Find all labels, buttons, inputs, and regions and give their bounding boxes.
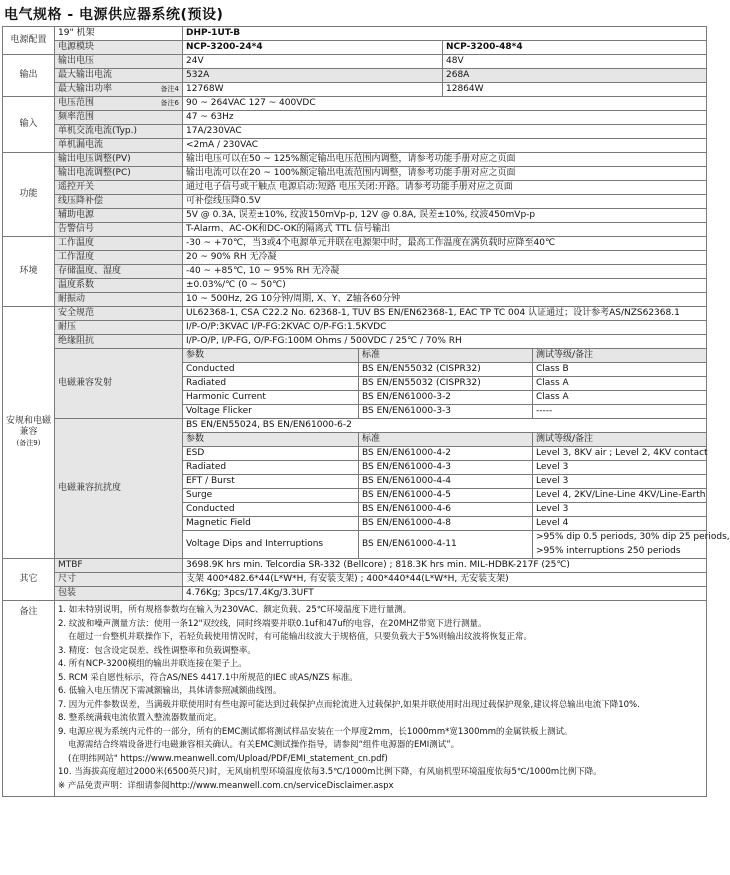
emc-header: 参数 [183,433,359,447]
input-value: 17A/230VAC [183,125,707,139]
input-value: 47 ~ 63Hz [183,111,707,125]
emc-param: Magnetic Field [183,517,359,531]
notes-content [55,601,707,797]
emc-immunity-intro: BS EN/EN55024, BS EN/EN61000-6-2 [183,419,707,433]
safety-standards-label: 安全规范 [55,307,183,321]
others-label: 包装 [55,587,183,601]
module-label: 电源模块 [55,41,183,55]
others-value: 4.76Kg; 3pcs/17.4Kg/3.3UFT [183,587,707,601]
output-label: 输出电压 [55,55,183,69]
emc-level: >95% dip 0.5 periods, 30% dip 25 periods, [533,531,707,545]
emc-level: Level 3 [533,461,707,475]
function-label: 告警信号 [55,223,183,237]
note-line: 5. RCM 采自愿性标示，符合AS/NES 4417.1中所规范的IEC 或AS/NZS 标准。 [58,672,358,683]
emc-param: Conducted [183,503,359,517]
input-label: 频率范围 [55,111,183,125]
category-input: 输入 [3,97,55,153]
note-line: 9. 电源应视为系统内元件的一部分，所有的EMC测试都将测试样品安装在一个厚度2mm，长1000mm*宽1300mm的金属铁板上测试。 [58,726,573,737]
category-safety-emc [3,307,55,559]
emc-level: Level 3 [533,475,707,489]
function-label: 输出电压调整(PV) [55,153,183,167]
emc-param: Voltage Flicker [183,405,359,419]
emc-level: Class A [533,377,707,391]
emc-level: Class A [533,391,707,405]
emc-level: ----- [533,405,707,419]
output-value-b: 268A [443,69,707,83]
note-line: ※ 产品免责声明：详细请参阅http://www.meanwell.com.cn/serviceDisclaimer.aspx [58,780,394,791]
category-notes: 备注 [3,601,55,797]
environment-value: ±0.03%/℃ (0 ~ 50℃) [183,279,707,293]
emc-immunity-label: 电磁兼容抗扰度 [55,419,183,559]
environment-value: -40 ~ +85℃, 10 ~ 95% RH 无冷凝 [183,265,707,279]
input-label: 电压范围 备注6 [55,97,183,111]
emc-standard: BS EN/EN61000-3-3 [359,405,533,419]
environment-label: 存储温度、湿度 [55,265,183,279]
rack-value: DHP-1UT-B [183,27,707,41]
note-line: 1. 如未特别说明，所有规格参数均在输入为230VAC、额定负载、25℃环境温度下进行量测。 [58,605,412,615]
function-value: 输出电流可以在20 ~ 100%额定输出电流范围内调整，请参考功能手册对应之页面 [183,167,707,181]
output-value-a: 12768W [183,83,443,97]
category-safety-note: (备注9) [16,439,41,447]
function-label: 输出电流调整(PC) [55,167,183,181]
note-line: 在超过一台整机并联操作下，若轻负载使用情况时，有可能输出纹波大于规格值，只要负载大于5%则输出纹波将恢复正常。 [68,632,532,642]
function-value: 输出电压可以在50 ~ 125%额定输出电压范围内调整，请参考功能手册对应之页面 [183,153,707,167]
note-line: 3. 精度：包含设定误差、线性调整率和负载调整率。 [58,645,256,656]
environment-label: 温度系数 [55,279,183,293]
note-line: 7. 因为元件参数误差，当满载并联使用时有些电源可能达到过载保护点而轮流进入过载保护,如果并联使用时出现过载保护现象,建议将总输出电流下降10%. [58,699,640,710]
others-value: 支架 400*482.6*44(L*W*H, 有安装支架) ; 400*440*44(L*W*H, 无安装支架) [183,573,707,587]
emc-level: Level 4, 2KV/Line-Line 4KV/Line-Earth [533,489,707,503]
emc-level: Class B [533,363,707,377]
module-a: NCP-3200-24*4 [183,41,443,55]
function-label: 遥控开关 [55,181,183,195]
note-ref: 备注6 [160,99,179,107]
emc-standard: BS EN/EN55032 (CISPR32) [359,363,533,377]
function-value: 通过电子信号或干触点 电源启动:短路 电压关闭:开路。请参考功能手册对应之页面 [183,181,707,195]
others-label: MTBF [55,559,183,573]
note-line: 2. 纹波和噪声测量方法：使用一条12"双绞线，同时终端要并联0.1uf和47uf的电容，在20MHZ带宽下进行测量。 [58,618,487,629]
others-label: 尺寸 [55,573,183,587]
isolation-resistance-value: I/P-O/P, I/P-FG, O/P-FG:100M Ohms / 500VDC / 25℃ / 70% RH [183,335,707,349]
input-label: 单机漏电流 [55,139,183,153]
note-line: 6. 低输入电压情况下需减额输出，具体请参照减额曲线图。 [58,686,282,696]
emc-header: 测试等级/备注 [533,433,707,447]
emc-header: 标准 [359,349,533,363]
emc-header: 参数 [183,349,359,363]
environment-label: 工作温度 [55,237,183,251]
emc-level: Level 3 [533,503,707,517]
withstand-voltage-label: 耐压 [55,321,183,335]
environment-value: -30 ~ +70℃，当3或4个电源单元并联在电源架中时，最高工作温度在满负载时应降至40℃ [183,237,707,251]
output-value-b: 12864W [443,83,707,97]
category-others: 其它 [3,559,55,601]
environment-label: 耐振动 [55,293,183,307]
emc-standard: BS EN/EN55032 (CISPR32) [359,377,533,391]
emc-standard: BS EN/EN61000-4-3 [359,461,533,475]
output-value-a: 24V [183,55,443,69]
note-line: (在明纬网站" https://www.meanwell.com/Upload/PDF/EMI_statement_cn.pdf) [68,753,388,764]
isolation-resistance-label: 绝缘阻抗 [55,335,183,349]
note-line: 10. 当海拔高度超过2000米(6500英尺)时，无风扇机型环境温度依每3.5℃/1000m比例下降，有风扇机型环境温度依每5℃/1000m比例下降。 [58,767,602,777]
withstand-voltage-value: I/P-O/P:3KVAC I/P-FG:2KVAC O/P-FG:1.5KVDC [183,321,707,335]
function-label: 辅助电源 [55,209,183,223]
emc-param: Harmonic Current [183,391,359,405]
emc-param: Surge [183,489,359,503]
emc-param: Radiated [183,377,359,391]
function-value: 可补偿线压降0.5V [183,195,707,209]
category-config: 电源配置 [3,27,55,55]
others-value: 3698.9K hrs min. Telcordia SR-332 (Bellcore) ; 818.3K hrs min. MIL-HDBK-217F (25℃) [183,559,707,573]
emc-standard: BS EN/EN61000-4-2 [359,447,533,461]
emc-emission-label: 电磁兼容发射 [55,349,183,419]
emc-param: Voltage Dips and Interruptions [183,531,359,559]
emc-header: 标准 [359,433,533,447]
emc-level: Level 3, 8KV air ; Level 2, 4KV contact [533,447,707,461]
input-label: 单机交流电流(Typ.) [55,125,183,139]
emc-param: Radiated [183,461,359,475]
page-title: 电气规格 - 电源供应器系统(预设) [4,7,224,23]
module-b: NCP-3200-48*4 [443,41,707,55]
output-label: 最大输出功率 备注4 [55,83,183,97]
emc-level: >95% interruptions 250 periods [533,545,707,559]
function-label: 线压降补偿 [55,195,183,209]
rack-label: 19" 机架 [55,27,183,41]
environment-value: 10 ~ 500Hz, 2G 10分钟/周期, X、Y、Z轴各60分钟 [183,293,707,307]
category-function: 功能 [3,153,55,237]
emc-header: 测试等级/备注 [533,349,707,363]
emc-standard: BS EN/EN61000-4-11 [359,531,533,559]
input-value: <2mA / 230VAC [183,139,707,153]
emc-standard: BS EN/EN61000-4-4 [359,475,533,489]
emc-param: ESD [183,447,359,461]
note-line: 4. 所有NCP-3200模组的输出并联连接在架子上。 [58,659,247,669]
emc-param: EFT / Burst [183,475,359,489]
output-value-b: 48V [443,55,707,69]
environment-label: 工作湿度 [55,251,183,265]
function-value: T-Alarm、AC-OK和DC-OK的隔离式 TTL 信号输出 [183,223,707,237]
category-environment: 环境 [3,237,55,307]
input-value: 90 ~ 264VAC 127 ~ 400VDC [183,97,707,111]
emc-level: Level 4 [533,517,707,531]
emc-param: Conducted [183,363,359,377]
emc-standard: BS EN/EN61000-4-8 [359,517,533,531]
output-value-a: 532A [183,69,443,83]
category-output: 输出 [3,55,55,97]
emc-standard: BS EN/EN61000-4-5 [359,489,533,503]
emc-standard: BS EN/EN61000-4-6 [359,503,533,517]
note-line: 8. 整系统满载电流依置入整流器数量而定。 [58,713,222,723]
category-safety-label: 安规和电磁兼容 [6,416,52,437]
note-line: 电源需结合终端设备进行电磁兼容相关确认。有关EMC测试操作指导，请参阅“组件电源器的EMI测试”。 [68,740,460,750]
environment-value: 20 ~ 90% RH 无冷凝 [183,251,707,265]
safety-standards-value: UL62368-1, CSA C22.2 No. 62368-1, TUV BS EN/EN62368-1, EAC TP TC 004 认证通过；设计参考AS/NZS62368.1 [183,307,707,321]
note-ref: 备注4 [160,85,179,93]
output-label: 最大输出电流 [55,69,183,83]
spec-table [2,26,730,797]
emc-standard: BS EN/EN61000-3-2 [359,391,533,405]
function-value: 5V @ 0.3A, 误差±10%, 纹波150mVp-p, 12V @ 0.8A, 误差±10%, 纹波450mVp-p [183,209,707,223]
